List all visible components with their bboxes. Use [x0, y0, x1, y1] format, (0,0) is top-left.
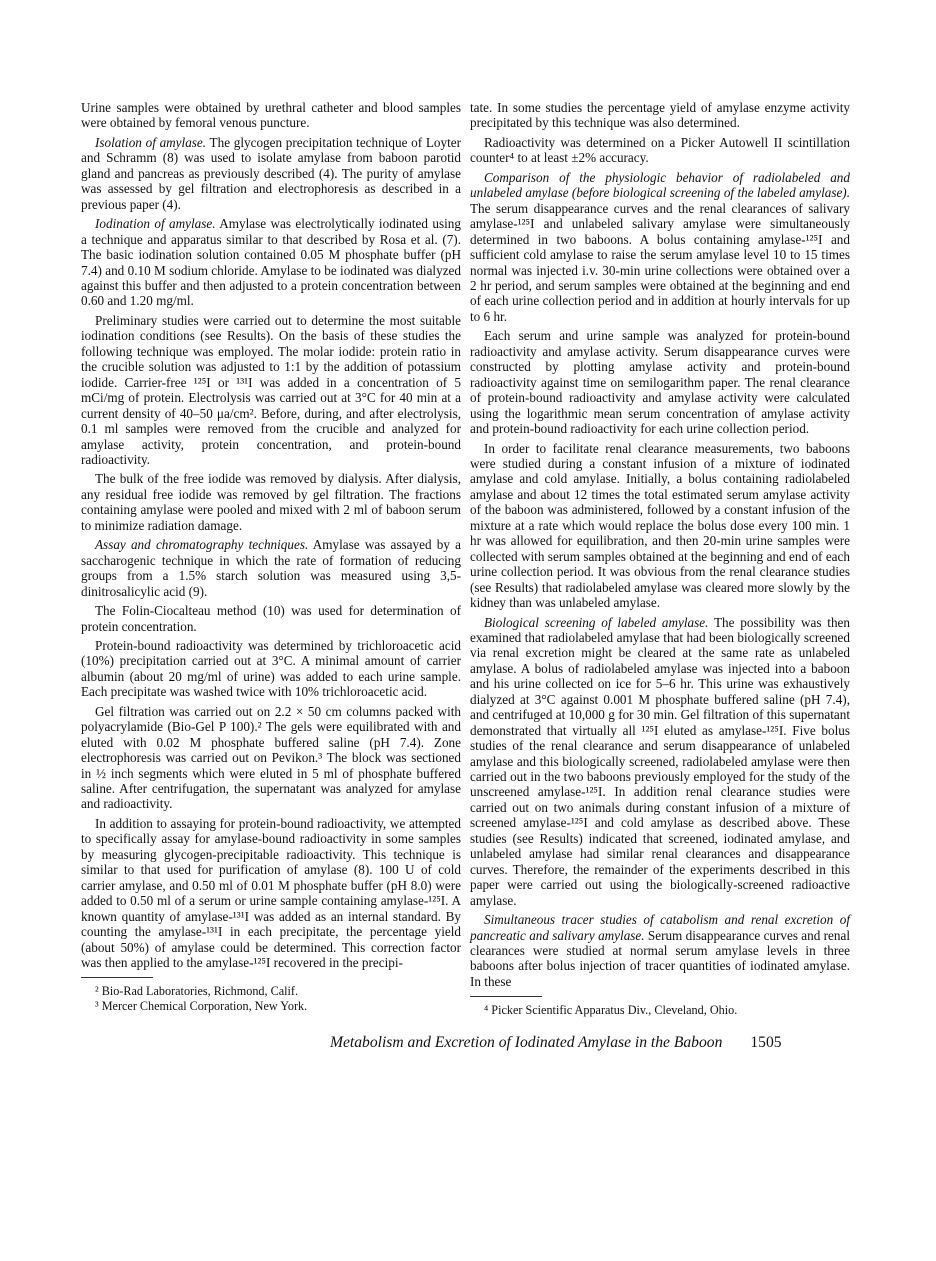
- section-heading: Simultaneous tracer studies of catabolism and renal excretion of pancreatic and salivary amylase.: [470, 912, 850, 943]
- section-heading: Comparison of the physiologic behavior of radiolabeled and unlabeled amylase (before biological screening of the labeled amylase).: [470, 169, 850, 201]
- paragraph-text: Serum disappearance curves and renal clearances were studied at normal serum amylase levels in three baboons after bolus injection of tracer quantities of iodinated amylase. In these: [470, 927, 850, 989]
- section-heading: Biological screening of labeled amylase.: [484, 614, 709, 630]
- paragraph: In order to facilitate renal clearance measurements, two baboons were studied during a constant infusion of a mixture of iodinated amylase and cold amylase. Initially, a bolus containing radiolabeled amylase and about 12 times the total estimated serum amylase activity of the baboon was administered, followed by a constant infusion of the mixture at a rate which would replace the bolus dose every 100 min. 1 hr was allowed for equilibration, and then 20-min urine samples were collected with serum samples obtained at the beginning and end of each urine collection period. It was obvious from the renal clearance studies (see Results) that radiolabeled amylase was cleared more slowly by the kidney than was unlabeled amylase.: [470, 440, 850, 611]
- section-heading: Iodination of amylase.: [95, 216, 216, 232]
- page-footer: [330, 1034, 850, 1052]
- footnote: ⁴ Picker Scientific Apparatus Div., Cleveland, Ohio.: [484, 1003, 738, 1018]
- paragraph: In addition to assaying for protein-bound radioactivity, we attempted to specifically assay for amylase-bound radioactivity in some samples by measuring glycogen-precipitable radioactivity. This technique is similar to that used for purification of amylase (8). 100 U of cold carrier amylase, and 0.50 ml of 0.01 M phosphate buffer (pH 8.0) were added to 0.50 ml of a serum or urine sample containing amylase-¹²⁵I. A known quantity of amylase-¹³¹I was added as an internal standard. By counting the amylase-¹³¹I in each precipitate, the percentage yield (about 50%) of amylase could be determined. This correction factor was then applied to the amylase-¹²⁵I recovered in the precipi-: [81, 815, 461, 971]
- paragraph: [470, 170, 850, 325]
- section-heading: Isolation of amylase.: [95, 134, 207, 150]
- footnote: ² Bio-Rad Laboratories, Richmond, Calif.: [95, 984, 299, 999]
- paragraph: [81, 216, 461, 309]
- paragraph-text: Amylase was assayed by a saccharogenic technique in which the rate of formation of reducing groups from a 1.5% starch solution was measured using 3,5-dinitrosalicylic acid (9).: [81, 537, 461, 599]
- paragraph: tate. In some studies the percentage yield of amylase enzyme activity precipitated by this technique was also determined.: [470, 100, 850, 131]
- paragraph: Urine samples were obtained by urethral catheter and blood samples were obtained by femoral venous puncture.: [81, 100, 461, 131]
- right-column: [470, 100, 850, 1018]
- footnote: ³ Mercer Chemical Corporation, New York.: [95, 999, 308, 1014]
- paragraph: Protein-bound radioactivity was determined by trichloroacetic acid (10%) precipitation carried out at 3°C. A minimal amount of carrier albumin (about 20 mg/ml of urine) was added to each urine sample. Each precipitate was washed twice with 10% trichloroacetic acid.: [81, 637, 461, 700]
- paragraph: The Folin-Ciocalteau method (10) was used for determination of protein concentration.: [81, 603, 461, 634]
- paragraph: Preliminary studies were carried out to determine the most suitable iodination conditions (see Results). On the basis of these studies the following technique was employed. The molar iodide: protein ratio in the crucible solution was adjusted to 1:1 by the addition of potassium iodide. Carrier-free ¹²⁵I or ¹³¹I was added in a concentration of 5 mCi/mg of protein. Electrolysis was carried out at 3°C for 40 min at a current density of 40–50 μa/cm². Before, during, and after electrolysis, 0.1 ml samples were removed from the crucible and analyzed for amylase activity, protein concentration, and protein-bound radioactivity.: [81, 312, 461, 467]
- paragraph: [81, 537, 461, 599]
- paragraph: Each serum and urine sample was analyzed for protein-bound radioactivity and amylase activity. Serum disappearance curves were constructed by plotting amylase activity and protein-bound radioactivity against time on semilogarithm paper. The renal clearance of protein-bound radioactivity and amylase activity were calculated using the logarithmic mean serum concentration of amylase activity and protein-bound radioactivity for each urine collection period.: [470, 328, 850, 437]
- paragraph-text: Amylase was electrolytically iodinated using a technique and apparatus similar to that described by Rosa et al. (7). The basic iodination solution contained 0.05 M phosphate buffer (pH 7.4) and 0.10 M sodium chloride. Amylase to be iodinated was dialyzed against this buffer and then adjusted to a protein concentration between 0.60 and 1.20 mg/ml.: [81, 216, 461, 309]
- paragraph: Gel filtration was carried out on 2.2 × 50 cm columns packed with polyacrylamide (Bio-Gel P 100).² The gels were equilibrated with and eluted with 0.02 M phosphate buffered saline (pH 7.4). Zone electrophoresis was carried out on Pevikon.³ The block was sectioned in ½ inch segments which were eluted in 5 ml of phosphate buffered saline. After centrifugation, the supernatant was analyzed for amylase and radioactivity.: [81, 703, 461, 812]
- paragraph: [470, 912, 850, 989]
- paragraph: [81, 135, 461, 212]
- running-title: Metabolism and Excretion of Iodinated Amylase in the Baboon: [330, 1034, 723, 1051]
- section-heading: Assay and chromatography techniques.: [95, 537, 309, 553]
- paragraph: The bulk of the free iodide was removed by dialysis. After dialysis, any residual free iodide was removed by gel filtration. The fractions containing amylase were pooled and mixed with 2 ml of baboon serum to minimize radiation damage.: [81, 471, 461, 533]
- paragraph: [470, 615, 850, 909]
- left-column: [81, 100, 461, 1014]
- footnote-rule: [470, 996, 542, 997]
- footnote-rule: [81, 977, 153, 978]
- page-number: 1505: [750, 1034, 782, 1051]
- paragraph-text: The possibility was then examined that radiolabeled amylase that had been biologically screened via renal excretion might be cleared at the same rate as unlabeled amylase. A bolus of radiolabeled amylase was injected into a baboon and his urine collected on ice for 5–6 hr. This urine was exhaustively dialyzed at 3°C against 0.001 M phosphate buffered saline (pH 7.4), and centrifuged at 10,000 g for 30 min. Gel filtration of this supernatant demonstrated that virtually all ¹²⁵I eluted as amylase-¹²⁵I. Five bolus studies of the renal clearance and serum disappearance of unlabeled amylase and this biologically screened, radiolabeled amylase were then carried out in the two baboons previously employed for the study of the unscreened amylase-¹²⁵I. In addition renal clearance studies were carried out on two animals during constant infusion of a mixture of screened amylase-¹²⁵I and cold amylase as described above. These studies (see Results) indicated that screened, iodinated amylase, and unlabeled amylase had similar renal clearances and disappearance curves. Therefore, the remainder of the experiments described in this paper were carried out using the biologically-screened radioactive amylase.: [470, 614, 850, 908]
- paragraph: Radioactivity was determined on a Picker Autowell II scintillation counter⁴ to at least ±2% accuracy.: [470, 134, 850, 166]
- paragraph-text: The serum disappearance curves and the renal clearances of salivary amylase-¹²⁵I and unlabeled salivary amylase were simultaneously determined in two baboons. A bolus containing amylase-¹²⁵I and sufficient cold amylase to raise the serum amylase level 10 to 15 times normal was injected i.v. 30-min urine collections were obtained over a 2 hr period, and serum samples were obtained at the beginning and end of each urine collection period and in addition at hourly intervals for up to 6 hr.: [470, 200, 850, 324]
- paragraph-text: The glycogen precipitation technique of Loyter and Schramm (8) was used to isolate amylase from baboon parotid gland and pancreas as previously described (4). The purity of amylase was assessed by gel filtration and electrophoresis as described in a previous paper (4).: [81, 134, 461, 212]
